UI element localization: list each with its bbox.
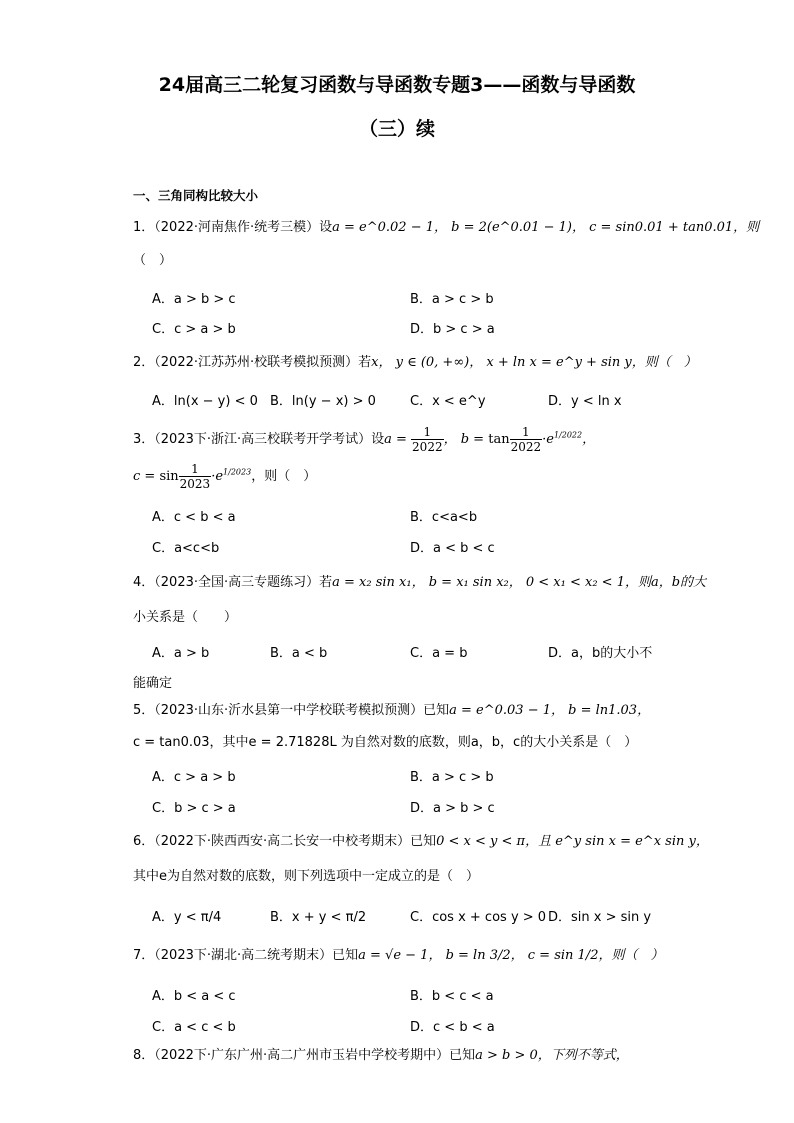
q4-option-a: A．a > b bbox=[152, 646, 210, 661]
question-4-expr: a = x₂ sin x₁， b = x₁ sin x₂， 0 < x₁ < x₂ < 1，则a，b的大 bbox=[332, 575, 707, 590]
q2-option-a: A．ln(x − y) < 0 bbox=[152, 394, 258, 409]
q4-option-d: D．a，b的大小不 bbox=[548, 646, 653, 661]
question-8 bbox=[133, 1048, 629, 1064]
question-3-tail: ，则（ ） bbox=[251, 469, 317, 484]
q3-option-b: B．c<a<b bbox=[410, 510, 478, 525]
question-8-prefix: 8．（2022下·广东广州·高二广州市玉岩中学校考期中）已知 bbox=[133, 1048, 476, 1063]
question-5-prefix: 5．（2023·山东·沂水县第一中学校联考模拟预测）已知 bbox=[133, 703, 450, 718]
q2-option-d: D．y < ln x bbox=[548, 394, 622, 409]
question-1-expr: a = e^0.02 − 1， b = 2(e^0.01 − 1)， c = sin0.01 + tan0.01，则 bbox=[332, 220, 760, 235]
q1-option-b: B．a > c > b bbox=[410, 292, 494, 307]
question-5-line2: c = tan0.03，其中e = 2.71828L 为自然对数的底数，则a，b，c的大小关系是（ ） bbox=[133, 735, 638, 750]
q7-option-a: A．b < a < c bbox=[152, 989, 236, 1004]
question-7 bbox=[133, 948, 663, 964]
question-5-expr: a = e^0.03 − 1， b = ln1.03， bbox=[449, 703, 651, 718]
question-4-prefix: 4．（2023·全国·高三专题练习）若 bbox=[133, 575, 333, 590]
question-1-prefix: 1．（2022·河南焦作·统考三模）设 bbox=[133, 220, 333, 235]
question-7-expr: a = √e − 1， b = ln 3/2， c = sin 1/2，则（ ） bbox=[358, 948, 664, 963]
q7-option-b: B．b < c < a bbox=[410, 989, 494, 1004]
q7-option-c: C．a < c < b bbox=[152, 1020, 236, 1035]
q4-option-b: B．a < b bbox=[270, 646, 328, 661]
question-4 bbox=[133, 575, 706, 591]
q7-option-d: D．c < b < a bbox=[410, 1020, 495, 1035]
q4-option-c: C．a = b bbox=[410, 646, 468, 661]
question-6-line2: 其中e为自然对数的底数，则下列选项中一定成立的是（ ） bbox=[133, 869, 479, 884]
question-1 bbox=[133, 220, 759, 236]
document-title-line2: （三）续 bbox=[358, 118, 435, 140]
q1-option-a: A．a > b > c bbox=[152, 292, 236, 307]
q4-option-d-wrap: 能确定 bbox=[133, 676, 173, 691]
question-5 bbox=[133, 703, 650, 719]
q5-option-b: B．a > c > b bbox=[410, 770, 494, 785]
question-6 bbox=[133, 834, 709, 850]
question-3: 3．（2023下·浙江·高三校联考开学考试）设a = $\frac{1}{2022}$ ， b = tan $\frac{1}{2022}$ $\cdot e^{1/2022}$， bbox=[133, 425, 596, 454]
q2-option-b: B．ln(y − x) > 0 bbox=[270, 394, 376, 409]
question-6-expr: 0 < x < y < π，且 e^y sin x = e^x sin y， bbox=[436, 834, 709, 849]
q5-option-a: A．c > a > b bbox=[152, 770, 236, 785]
question-7-prefix: 7．（2023下·湖北·高二统考期末）已知 bbox=[133, 948, 359, 963]
q6-option-a: A．y < π/4 bbox=[152, 910, 222, 925]
question-6-prefix: 6．（2022下·陕西西安·高二长安一中校考期末）已知 bbox=[133, 834, 437, 849]
q6-option-c: C．cos x + cos y > 0 bbox=[410, 910, 547, 925]
q3-option-d: D．a < b < c bbox=[410, 541, 495, 556]
q3-option-c: C．a<c<b bbox=[152, 541, 220, 556]
q5-option-c: C．b > c > a bbox=[152, 801, 236, 816]
question-1-bracket: （ ） bbox=[133, 253, 173, 268]
question-2-prefix: 2．（2022·江苏苏州·校联考模拟预测）若 bbox=[133, 355, 372, 370]
document-title-line1: 24届高三二轮复习函数与导函数专题3——函数与导函数 bbox=[158, 74, 636, 96]
q3-option-a: A．c < b < a bbox=[152, 510, 236, 525]
question-2 bbox=[133, 355, 697, 371]
question-3-prefix: 3．（2023下·浙江·高三校联考开学考试）设 bbox=[133, 432, 385, 447]
q5-option-d: D．a > b > c bbox=[410, 801, 495, 816]
question-4-line2: 小关系是（ ） bbox=[133, 610, 238, 625]
question-8-expr: a > b > 0，下列不等式， bbox=[475, 1048, 629, 1063]
question-2-expr: x， y ∈ (0, +∞)， x + ln x = e^y + sin y，则（ ） bbox=[371, 355, 697, 370]
question-3-line2: c = sin $\frac{1}{2023}$ $\cdot e^{1/2023}$，则（ ） bbox=[133, 462, 317, 491]
q6-option-b: B．x + y < π/2 bbox=[270, 910, 367, 925]
section-heading: 一、三角同构比较大小 bbox=[133, 188, 259, 203]
q1-option-c: C．c > a > b bbox=[152, 322, 236, 337]
q1-option-d: D．b > c > a bbox=[410, 322, 495, 337]
q6-option-d: D．sin x > sin y bbox=[548, 910, 652, 925]
q2-option-c: C．x < e^y bbox=[410, 394, 486, 409]
